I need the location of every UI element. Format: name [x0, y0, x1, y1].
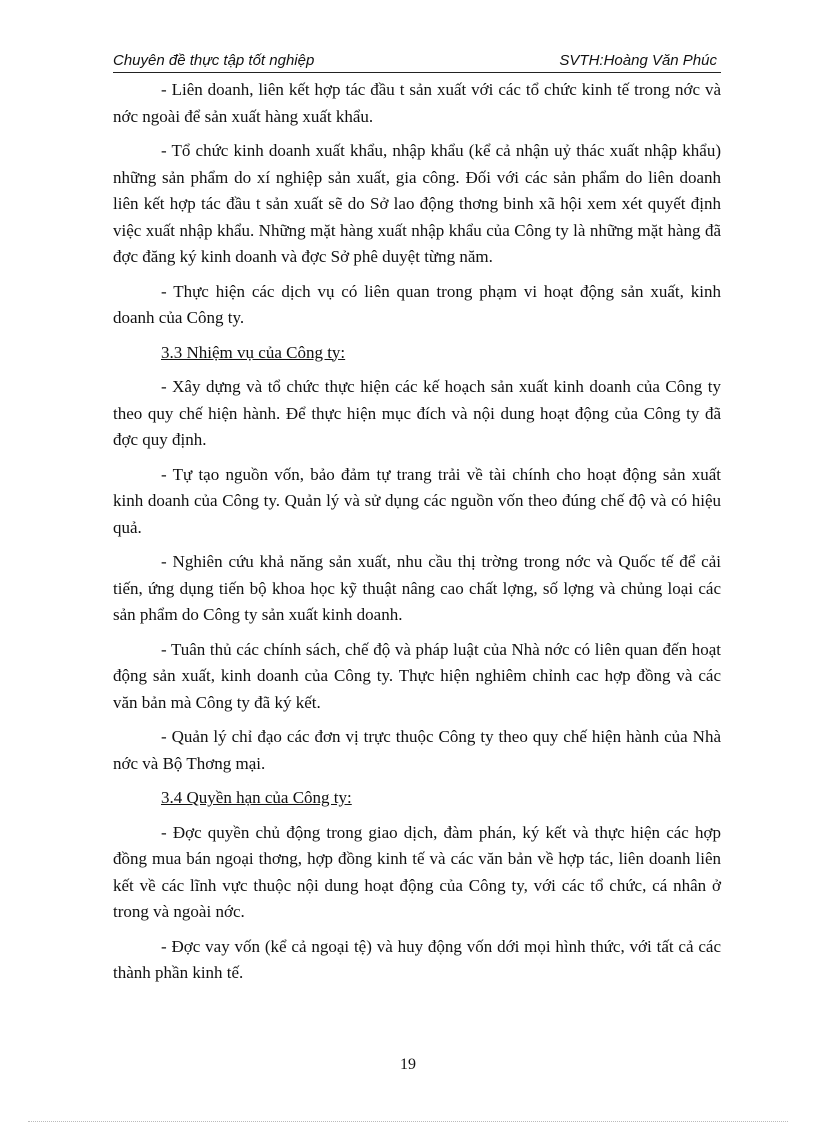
header-author: SVTH:Hoàng Văn Phúc: [559, 52, 717, 69]
paragraph: - Tổ chức kinh doanh xuất khẩu, nhập khẩu (kể cả nhận uỷ thác xuất nhập khẩu) những sản phẩm do xí nghiệp sản xuất, gia công. Đối với các sản phẩm do liên doanh liên kết hợp tác đầu t sản xuất sẽ do Sở lao động thơng binh xã hội xem xét quyết định việc xuất nhập khẩu. Những mặt hàng xuất nhập khẩu của Công ty là những mặt hàng đã đợc đăng ký kinh doanh và đợc Sở phê duyệt từng năm.: [113, 141, 721, 266]
page-bottom-rule: [28, 1121, 788, 1122]
paragraph: - Đợc vay vốn (kể cả ngoại tệ) và huy động vốn dới mọi hình thức, với tất cả các thành phần kinh tế.: [113, 936, 721, 982]
page-header: [113, 51, 721, 73]
paragraph: - Thực hiện các dịch vụ có liên quan trong phạm vi hoạt động sản xuất, kinh doanh của Công ty.: [113, 281, 721, 327]
paragraph: - Xây dựng và tổ chức thực hiện các kế hoạch sản xuất kinh doanh của Công ty theo quy chế hiện hành. Để thực hiện mục đích và nội dung hoạt động của Công ty đã đợc quy định.: [113, 377, 721, 449]
paragraph: - Nghiên cứu khả năng sản xuất, nhu cầu thị trờng trong nớc và Quốc tế để cải tiến, ứng dụng tiến bộ khoa học kỹ thuật nâng cao chất lợng, số lợng và chủng loại các sản phẩm do Công ty sản xuất kinh doanh.: [113, 552, 721, 624]
paragraph: - Tự tạo nguồn vốn, bảo đảm tự trang trải về tài chính cho hoạt động sản xuất kinh doanh của Công ty. Quản lý và sử dụng các nguồn vốn theo đúng chế độ và có hiệu quả.: [113, 464, 721, 537]
paragraph: - Tuân thủ các chính sách, chế độ và pháp luật của Nhà nớc có liên quan đến hoạt động sản xuất, kinh doanh của Công ty. Thực hiện nghiêm chỉnh cac hợp đồng và các văn bản mà Công ty đã ký kết.: [113, 639, 721, 712]
paragraph: - Quản lý chỉ đạo các đơn vị trực thuộc Công ty theo quy chế hiện hành của Nhà nớc và Bộ Thơng mại.: [113, 727, 721, 773]
page-number: 19: [400, 1056, 416, 1073]
paragraph: - Liên doanh, liên kết hợp tác đầu t sản xuất với các tổ chức kinh tế trong nớc và nớc ngoài để sản xuất hàng xuất khẩu.: [113, 80, 721, 126]
section-heading: 3.4 Quyền hạn của Công ty:: [161, 788, 352, 807]
section-heading: 3.3 Nhiệm vụ của Công ty:: [161, 342, 346, 362]
paragraph: - Đợc quyền chủ động trong giao dịch, đàm phán, ký kết và thực hiện các hợp đồng mua bán ngoại thơng, hợp đồng kinh tế và các văn bản về hợp tác, liên doanh liên kết về các lĩnh vực thuộc nội dung hoạt động của Công ty, với các tổ chức, cá nhân ở trong và ngoài nớc.: [113, 822, 721, 921]
header-title: Chuyên đề thực tập tốt nghiệp: [113, 52, 315, 69]
document-body: [113, 77, 721, 995]
